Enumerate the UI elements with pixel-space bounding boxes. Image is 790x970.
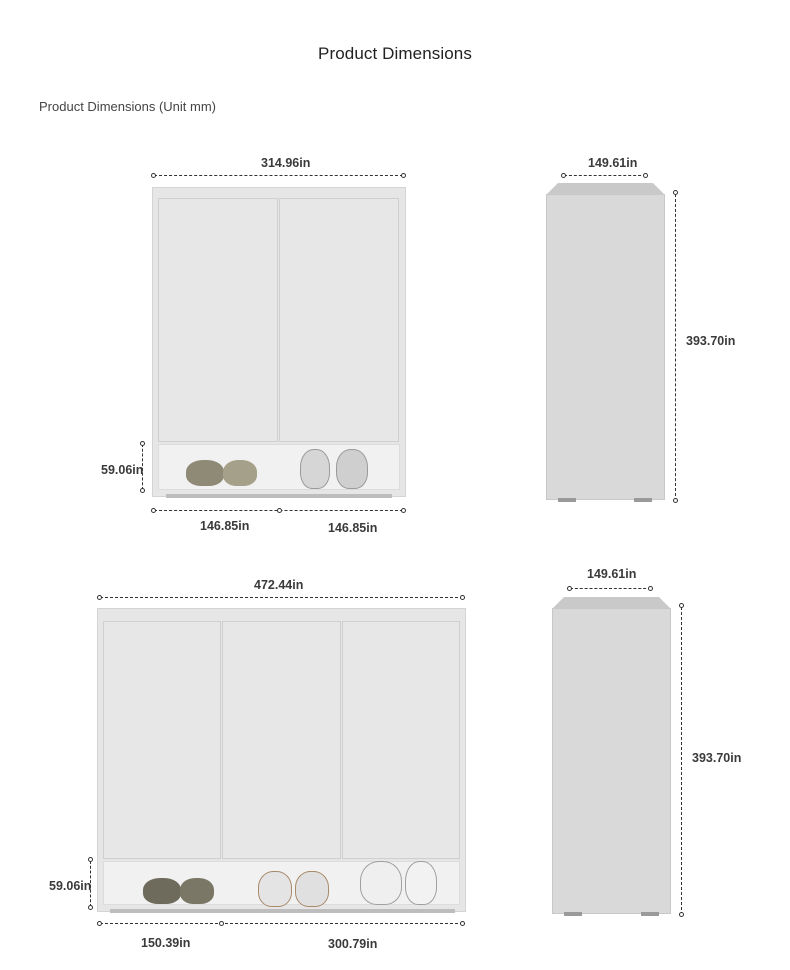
dimension-node <box>673 190 678 195</box>
dimension-node <box>679 603 684 608</box>
width-label: 472.44in <box>254 578 304 592</box>
dimension-node <box>97 595 102 600</box>
dimension-node <box>567 586 572 591</box>
cabinet-foot <box>634 498 652 502</box>
height-dimension-line <box>675 194 676 501</box>
loafer-shoe-icon <box>258 871 292 907</box>
slipper-shoe-icon <box>143 878 181 904</box>
cabinet-foot <box>641 912 659 916</box>
loafer-shoe-icon <box>295 871 329 907</box>
shelf-height-label: 59.06in <box>101 463 144 477</box>
dimension-node <box>88 857 93 862</box>
width-label: 314.96in <box>261 156 311 170</box>
dimension-node <box>97 921 102 926</box>
cabinet-door-right <box>279 198 399 442</box>
dimension-node <box>643 173 648 178</box>
cabinet-door-left <box>158 198 278 442</box>
dimension-node <box>401 508 406 513</box>
dimension-node <box>151 508 156 513</box>
width-dimension-line <box>154 175 403 176</box>
cabinet-plinth <box>110 909 455 913</box>
left-door-width-label: 150.39in <box>141 936 191 950</box>
door-width-dimension-line <box>100 923 463 924</box>
height-label: 393.70in <box>686 334 736 348</box>
width-dimension-line <box>100 597 463 598</box>
cabinet-foot <box>558 498 576 502</box>
cabinet-foot <box>564 912 582 916</box>
side-panel <box>546 194 665 500</box>
slipper-shoe-icon <box>186 460 224 486</box>
dimension-node <box>679 912 684 917</box>
dimension-node <box>88 905 93 910</box>
height-label: 393.70in <box>692 751 742 765</box>
dimension-node <box>648 586 653 591</box>
slipper-shoe-icon <box>180 878 214 904</box>
dimension-node <box>219 921 224 926</box>
sneaker-shoe-icon <box>360 861 402 905</box>
loafer-shoe-icon <box>300 449 330 489</box>
shelf-height-label: 59.06in <box>49 879 92 893</box>
left-door-width-label: 146.85in <box>200 519 250 533</box>
page-title: Product Dimensions <box>318 44 472 63</box>
depth-label: 149.61in <box>588 156 638 170</box>
depth-dimension-line <box>570 588 651 589</box>
dimension-node <box>140 488 145 493</box>
cabinet-door-right <box>342 621 460 859</box>
dimension-node <box>561 173 566 178</box>
dimension-node <box>277 508 282 513</box>
depth-dimension-line <box>564 175 646 176</box>
dimension-node <box>673 498 678 503</box>
dimension-node <box>401 173 406 178</box>
page-subtitle: Product Dimensions (Unit mm) <box>39 99 216 114</box>
cabinet-plinth <box>166 494 392 498</box>
right-door-width-label: 146.85in <box>328 521 378 535</box>
side-panel <box>552 608 671 914</box>
height-dimension-line <box>681 607 682 915</box>
depth-label: 149.61in <box>587 567 637 581</box>
dimension-node <box>460 921 465 926</box>
right-doors-width-label: 300.79in <box>328 937 378 951</box>
dimension-node <box>140 441 145 446</box>
slipper-shoe-icon <box>223 460 257 486</box>
cabinet-door-left <box>103 621 221 859</box>
sneaker-shoe-icon <box>405 861 437 905</box>
loafer-shoe-icon <box>336 449 368 489</box>
dimension-node <box>460 595 465 600</box>
cabinet-door-middle <box>222 621 341 859</box>
dimension-node <box>151 173 156 178</box>
